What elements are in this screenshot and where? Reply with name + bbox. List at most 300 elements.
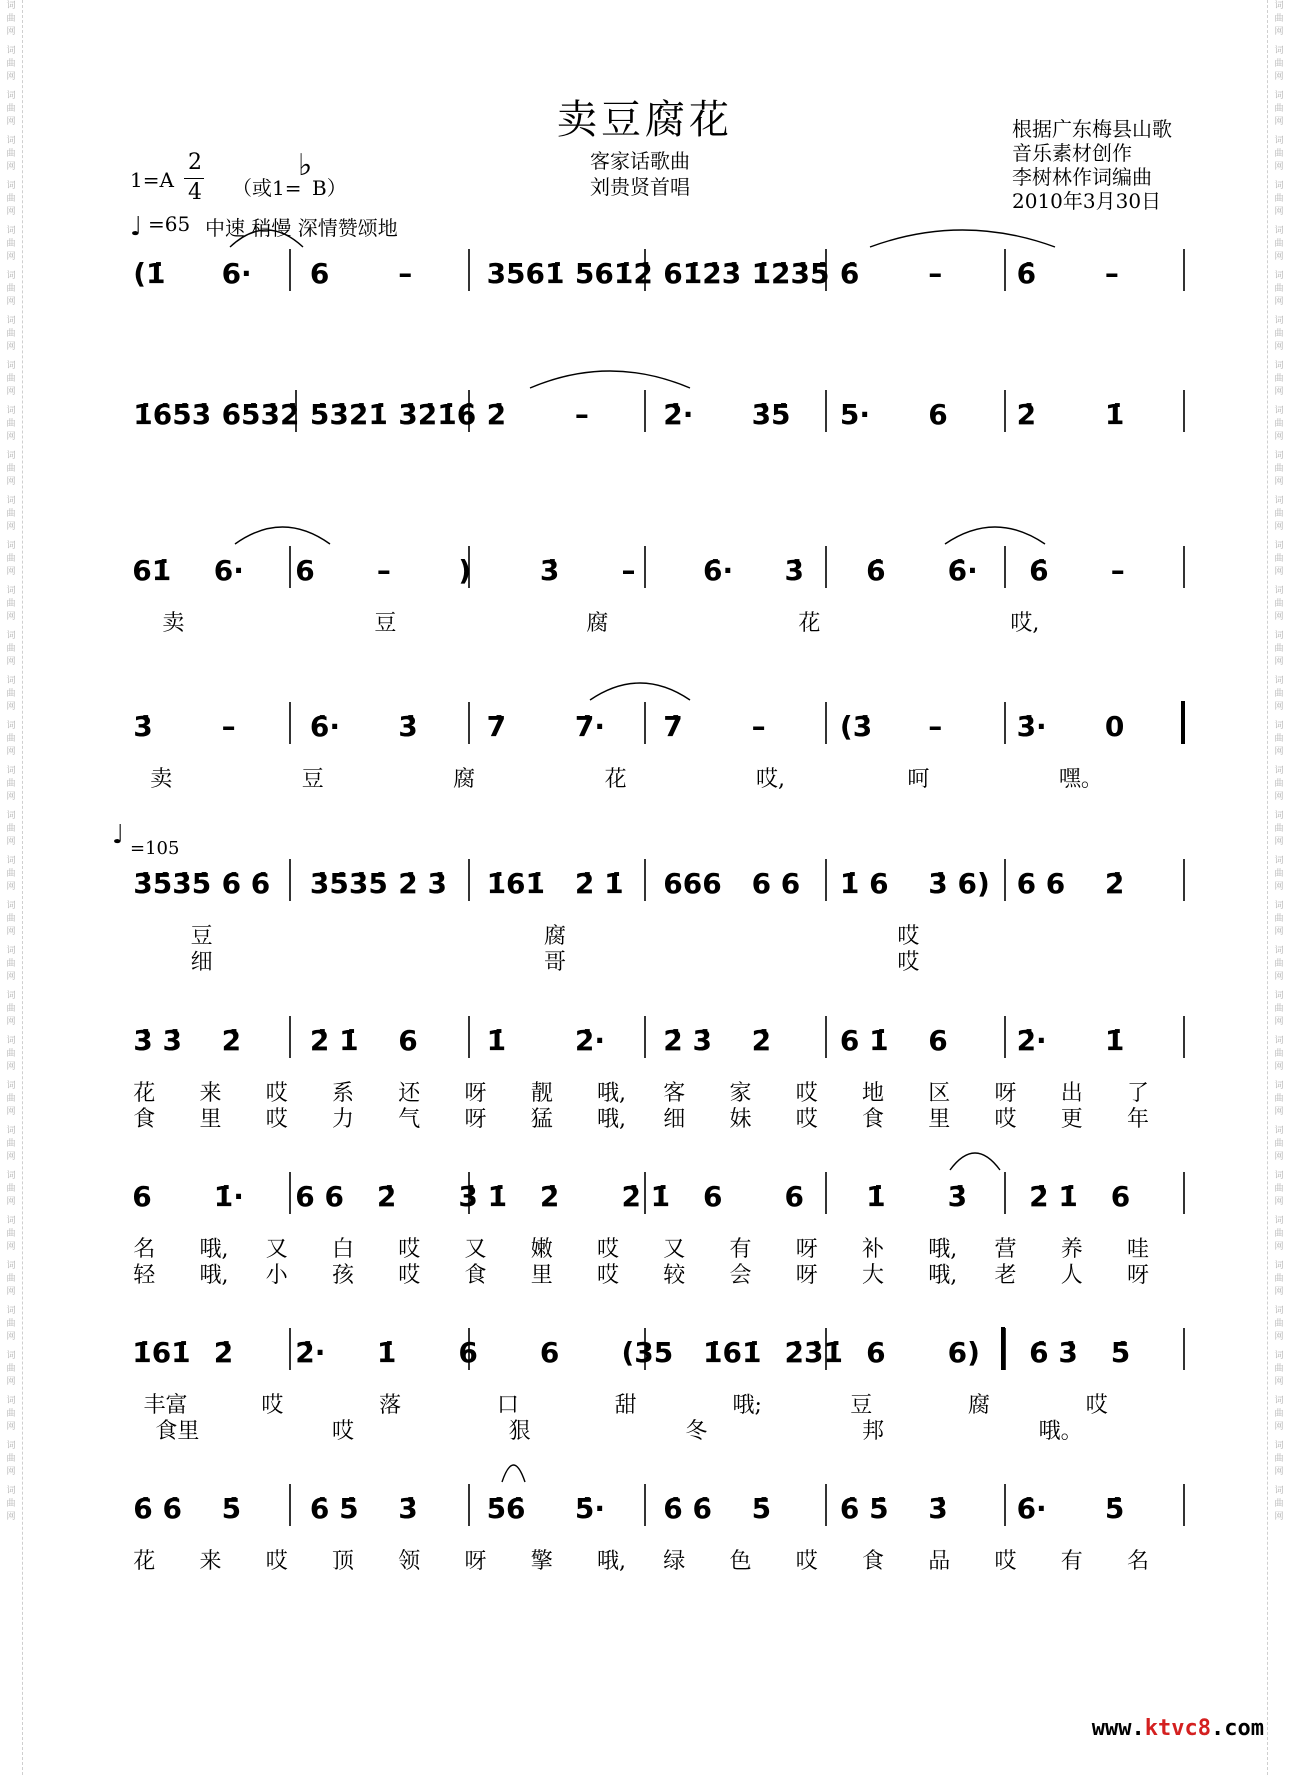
lyric-syllable: 哎 xyxy=(795,1081,818,1106)
time-signature-top: 2 xyxy=(188,150,202,175)
lyric-syllable: 哎 xyxy=(1085,1393,1108,1418)
lyric-syllable: 哎 xyxy=(261,1393,284,1418)
lyric-syllable: 食里 xyxy=(155,1419,200,1444)
lyric-syllable: 花 xyxy=(133,1081,156,1106)
side-watermark-text: 词 曲 网 xyxy=(1274,631,1284,667)
note-group: 3̇ 1̇ xyxy=(458,1180,508,1213)
tie-slur xyxy=(590,683,690,700)
side-watermark-text: 词 曲 网 xyxy=(1274,1216,1284,1252)
lyric-syllable: 呀 xyxy=(795,1237,818,1262)
site-watermark xyxy=(1092,1716,1264,1741)
note-group: 2̇ xyxy=(486,398,507,431)
lyric-syllable: 细 xyxy=(190,950,213,975)
side-watermark-text: 词 曲 网 xyxy=(1274,1171,1284,1207)
note-group: 7̇ xyxy=(663,710,683,743)
lyric-syllable: 哎 xyxy=(398,1237,421,1262)
song-genre: 客家话歌曲 xyxy=(590,149,690,173)
note-group: 1̇ xyxy=(1104,1024,1125,1057)
lyric-syllable: 豆 xyxy=(190,924,213,949)
lyric-syllable: 又 xyxy=(464,1237,487,1262)
note-group: 6 xyxy=(784,1180,805,1213)
side-watermark-text: 词 曲 网 xyxy=(1274,1081,1284,1117)
side-watermark-text: 词 曲 网 xyxy=(1274,1306,1284,1342)
lyric-syllable: 哎, xyxy=(1010,611,1040,636)
lyric-syllable: 老 xyxy=(994,1263,1017,1288)
lyric-syllable: 哦, xyxy=(199,1263,229,1288)
side-watermark-text: 词 曲 网 xyxy=(1274,181,1284,217)
song-singer: 刘贵贤首唱 xyxy=(590,175,690,199)
side-watermark-text: 词 曲 网 xyxy=(6,1126,16,1162)
lyric-syllable: 色 xyxy=(729,1549,752,1574)
lyric-syllable: 顶 xyxy=(332,1549,355,1574)
song-title: 卖豆腐花 xyxy=(557,97,733,143)
side-watermark-text: 词 曲 网 xyxy=(1274,811,1284,847)
lyric-syllable: 哎 xyxy=(994,1107,1017,1132)
note-group: 6 xyxy=(539,1336,560,1369)
note-group: 6̇· xyxy=(1016,1492,1047,1525)
note-group: 2̇· xyxy=(1016,1024,1047,1057)
lyric-syllable: 更 xyxy=(1060,1107,1083,1132)
side-watermark-text: 词 曲 网 xyxy=(6,136,16,172)
lyric-syllable: 哎 xyxy=(265,1081,288,1106)
tie-slur xyxy=(502,1465,525,1482)
lyric-syllable: 呀 xyxy=(464,1081,487,1106)
lyric-syllable: 落 xyxy=(379,1393,402,1418)
note-group: 5̇6̇ xyxy=(486,1492,526,1525)
note-group: 6· xyxy=(213,554,244,587)
lyric-syllable: 小 xyxy=(265,1263,288,1288)
lyric-syllable: 养 xyxy=(1060,1237,1083,1262)
side-watermark-text: 词 曲 网 xyxy=(6,451,16,487)
note-group: 2̇ 1̇ xyxy=(1029,1180,1078,1213)
credit-line-4: 2010年3月30日 xyxy=(1012,189,1162,213)
side-watermark-text: 词 曲 网 xyxy=(6,1306,16,1342)
lyric-syllable: 哦, xyxy=(597,1081,626,1106)
note-group: 3̇5̇ xyxy=(751,398,791,431)
alt-key-close: B） xyxy=(312,176,347,200)
side-watermark-text: 词 曲 网 xyxy=(1274,991,1284,1027)
note-group: 6 xyxy=(703,1180,723,1213)
credit-line-1: 根据广东梅县山歌 xyxy=(1012,117,1172,141)
side-watermark-text: 词 曲 网 xyxy=(6,1,16,37)
side-watermark-text: 词 曲 网 xyxy=(6,226,16,262)
note-group: 3̇· xyxy=(1016,710,1047,743)
lyric-syllable: 有 xyxy=(729,1237,752,1262)
note-group: 2̇ xyxy=(376,1180,397,1213)
side-watermark-text: 词 曲 网 xyxy=(1274,136,1284,172)
note-group: 6̇ xyxy=(839,257,860,290)
lyric-syllable: 豆 xyxy=(374,611,397,636)
lyric-syllable: 呀 xyxy=(994,1081,1017,1106)
lyric-syllable: 名 xyxy=(1127,1549,1150,1574)
note-group: 666 xyxy=(663,867,722,900)
note-group: 3̇5̇3̇5̇ xyxy=(133,867,212,900)
note-group: – xyxy=(928,257,943,290)
side-watermark-text: 词 曲 网 xyxy=(6,91,16,127)
note-group: 5̇3̇2̇1̇ xyxy=(309,398,388,431)
lyric-syllable: 哎 xyxy=(994,1549,1017,1574)
lyric-syllable: 哎 xyxy=(795,1107,818,1132)
side-watermark-text: 词 曲 网 xyxy=(1274,721,1284,757)
side-watermark-text: 词 曲 网 xyxy=(6,856,16,892)
side-watermark-text: 词 曲 网 xyxy=(6,1081,16,1117)
lyric-syllable: 区 xyxy=(928,1081,951,1106)
note-group: 6̇ 3̇ xyxy=(1029,1336,1078,1369)
lyric-syllable: 来 xyxy=(199,1549,222,1574)
note-group: 5̇ xyxy=(1110,1336,1131,1369)
side-watermark-text: 词 曲 网 xyxy=(6,676,16,712)
lyric-syllable: 孩 xyxy=(332,1263,355,1288)
side-watermark-text: 词 曲 网 xyxy=(1274,271,1284,307)
side-watermark-text: 词 曲 网 xyxy=(6,946,16,982)
side-watermark-text: 词 曲 网 xyxy=(6,316,16,352)
note-group: 6 xyxy=(398,1024,418,1057)
side-watermark-text: 词 曲 网 xyxy=(1274,1351,1284,1387)
side-watermark-text: 词 曲 网 xyxy=(6,1216,16,1252)
lyric-syllable: 腐 xyxy=(544,924,567,949)
lyric-syllable: 大 xyxy=(862,1263,885,1288)
note-group: 6 6 xyxy=(1016,867,1066,900)
note-group: 5̇ xyxy=(221,1492,242,1525)
lyric-syllable: 地 xyxy=(862,1081,885,1106)
tie-slur xyxy=(235,527,330,544)
note-group: 6 xyxy=(132,1180,152,1213)
lyric-syllable: 卖 xyxy=(150,767,173,792)
note-group: 1̇61̇ xyxy=(486,867,546,900)
lyric-syllable: 花 xyxy=(798,611,821,636)
note-group: ) xyxy=(458,554,472,587)
lyric-syllable: 营 xyxy=(994,1237,1017,1262)
note-group: (1̇ xyxy=(133,257,166,290)
side-watermark-text: 词 曲 网 xyxy=(6,496,16,532)
tie-slur xyxy=(950,1153,1000,1170)
lyric-syllable: 狠 xyxy=(508,1419,531,1444)
side-watermark-text: 词 曲 网 xyxy=(1274,226,1284,262)
lyric-syllable: 猛 xyxy=(530,1107,553,1132)
lyric-syllable: 了 xyxy=(1127,1081,1150,1106)
side-watermark-text: 词 曲 网 xyxy=(1274,361,1284,397)
watermark-suffix: .com xyxy=(1211,1716,1264,1741)
note-group: 2̇3̇1̇ xyxy=(784,1336,843,1369)
side-watermark-text: 词 曲 网 xyxy=(6,1171,16,1207)
note-group: 3̇ xyxy=(133,710,153,743)
note-group: 1̇ 6 xyxy=(839,867,889,900)
note-group: 6̇· xyxy=(703,554,734,587)
side-watermark-text: 词 曲 网 xyxy=(6,901,16,937)
side-watermark-text: 词 曲 网 xyxy=(1274,1126,1284,1162)
lyric-syllable: 细 xyxy=(663,1107,686,1132)
lyric-syllable: 食 xyxy=(464,1263,487,1288)
note-group: 5̇ xyxy=(1104,1492,1125,1525)
lyric-syllable: 哎 xyxy=(897,950,920,975)
note-group: 2̇ xyxy=(221,1024,242,1057)
lyric-syllable: 豆 xyxy=(850,1393,873,1418)
note-group: 3̇ 6) xyxy=(928,867,990,900)
note-group: 1̇ xyxy=(376,1336,397,1369)
note-group: 1̇61̇ xyxy=(132,1336,191,1369)
lyric-syllable: 又 xyxy=(663,1237,686,1262)
side-watermark-text: 词 曲 网 xyxy=(6,46,16,82)
note-group: 6 xyxy=(1110,1180,1131,1213)
lyric-syllable: 哎 xyxy=(265,1107,288,1132)
note-group: – xyxy=(574,398,589,431)
lyric-syllable: 腐 xyxy=(968,1393,991,1418)
side-watermark-text: 词 曲 网 xyxy=(6,406,16,442)
note-group: 2̇· xyxy=(574,1024,606,1057)
note-group: 6 xyxy=(928,398,948,431)
note-group: 6̇5̇3̇2̇ xyxy=(221,398,300,431)
lyric-syllable: 妹 xyxy=(729,1107,752,1132)
note-group: 2̇ xyxy=(751,1024,772,1057)
note-group: 7̇· xyxy=(574,710,606,743)
note-group: 6 xyxy=(928,1024,948,1057)
quarter-note-icon: ♩ xyxy=(112,820,125,850)
note-group: – xyxy=(1110,554,1125,587)
lyric-syllable: 哦; xyxy=(732,1393,762,1418)
note-group: 3̇5̇3̇5̇ xyxy=(309,867,388,900)
lyric-syllable: 又 xyxy=(265,1237,288,1262)
side-watermark-text: 词 曲 网 xyxy=(1274,856,1284,892)
note-group: 1̇2̇3̇5̇ xyxy=(751,257,830,290)
lyric-syllable: 腐 xyxy=(453,767,476,792)
note-group: – xyxy=(398,257,413,290)
note-group: 3̇ xyxy=(398,1492,418,1525)
side-watermark-text: 词 曲 网 xyxy=(1274,676,1284,712)
side-watermark-text: 词 曲 网 xyxy=(1274,1396,1284,1432)
note-group: 3̇2̇1̇6̇ xyxy=(398,398,477,431)
tempo-2-value: =105 xyxy=(130,838,180,859)
note-group: 6̇· xyxy=(309,710,341,743)
note-group: 1̇ xyxy=(866,1180,886,1213)
lyric-syllable: 哥 xyxy=(544,950,567,975)
lyric-syllable: 甜 xyxy=(614,1393,637,1418)
note-group: 3̇ xyxy=(398,710,418,743)
lyric-syllable: 哦。 xyxy=(1038,1419,1083,1444)
lyric-syllable: 年 xyxy=(1127,1107,1150,1132)
lyric-syllable: 擎 xyxy=(530,1549,553,1574)
lyric-syllable: 系 xyxy=(332,1081,355,1106)
side-watermark-text: 词 曲 网 xyxy=(6,541,16,577)
lyric-syllable: 气 xyxy=(398,1107,421,1132)
lyric-syllable: 来 xyxy=(199,1081,222,1106)
side-watermark-text: 词 曲 网 xyxy=(1274,946,1284,982)
side-watermark-text: 词 曲 网 xyxy=(1274,766,1284,802)
lyric-syllable: 嫩 xyxy=(530,1237,553,1262)
watermark-prefix: www. xyxy=(1091,1716,1145,1741)
lyric-syllable: 还 xyxy=(398,1081,421,1106)
note-group: 2̇ xyxy=(539,1180,560,1213)
note-group: 5· xyxy=(839,398,871,431)
lyric-syllable: 有 xyxy=(1060,1549,1083,1574)
lyric-syllable: 呀 xyxy=(464,1549,487,1574)
side-watermark-text: 词 曲 网 xyxy=(6,1261,16,1297)
lyric-syllable: 呀 xyxy=(1127,1263,1150,1288)
lyric-syllable: 领 xyxy=(398,1549,421,1574)
lyric-syllable: 哦, xyxy=(597,1107,626,1132)
note-group: (35 xyxy=(621,1336,674,1369)
note-group: 0 xyxy=(1104,710,1125,743)
side-watermark-text: 词 曲 网 xyxy=(1274,496,1284,532)
note-group: 7̇ xyxy=(486,710,507,743)
note-group: 6 1̇ xyxy=(839,1024,889,1057)
note-group: 2̇ xyxy=(213,1336,234,1369)
quarter-note-icon: ♩ xyxy=(130,212,143,242)
tempo-1-desc: 中速 稍慢 深情赞颂地 xyxy=(205,216,398,240)
side-watermark-text: 词 曲 网 xyxy=(6,586,16,622)
note-group: 6̇ xyxy=(866,554,886,587)
lyric-syllable: 食 xyxy=(862,1549,885,1574)
side-watermark-text: 词 曲 网 xyxy=(6,766,16,802)
lyric-syllable: 哎 xyxy=(597,1263,620,1288)
lyric-syllable: 哇 xyxy=(1127,1237,1150,1262)
note-group: 1̇ xyxy=(486,1024,507,1057)
watermark-brand: ktvc8 xyxy=(1144,1716,1212,1741)
side-watermark-text: 词 曲 网 xyxy=(6,1036,16,1072)
note-group: 561̇2̇ xyxy=(574,257,653,290)
note-group: 3561̇ xyxy=(486,257,565,290)
lyric-syllable: 哎 xyxy=(332,1419,355,1444)
side-watermark-text: 词 曲 网 xyxy=(1274,316,1284,352)
tie-slur xyxy=(230,230,303,247)
lyric-syllable: 呵 xyxy=(907,767,930,792)
side-watermark-text: 词 曲 网 xyxy=(1274,541,1284,577)
lyric-syllable: 口 xyxy=(496,1393,519,1418)
note-group: 6) xyxy=(947,1336,980,1369)
side-watermark-text: 词 曲 网 xyxy=(1274,1486,1284,1522)
time-signature-bottom: 4 xyxy=(188,180,202,205)
note-group: 6̇ xyxy=(1016,257,1037,290)
tie-slur xyxy=(945,527,1045,544)
lyric-syllable: 丰富 xyxy=(143,1393,188,1418)
tie-slur xyxy=(530,371,690,388)
side-watermark-text: 词 曲 网 xyxy=(1274,1441,1284,1477)
note-group: 6 xyxy=(295,554,315,587)
note-group: (3̇ xyxy=(839,710,873,743)
note-group: – xyxy=(1104,257,1119,290)
alt-key-open: （或1= xyxy=(232,176,302,200)
side-watermark-text: 词 曲 网 xyxy=(6,631,16,667)
note-group: 2̇ xyxy=(1104,867,1125,900)
note-group: 2̇ xyxy=(1016,398,1037,431)
lyric-syllable: 哎 xyxy=(795,1549,818,1574)
side-watermark-text: 词 曲 网 xyxy=(1274,1,1284,37)
lyric-syllable: 力 xyxy=(332,1107,355,1132)
note-group: 61̇ xyxy=(132,554,172,587)
note-group: 2̇ 1̇ xyxy=(574,867,624,900)
note-group: – xyxy=(221,710,236,743)
side-watermark-text: 词 曲 网 xyxy=(6,181,16,217)
lyric-syllable: 里 xyxy=(530,1263,553,1288)
note-group: 6 6 xyxy=(295,1180,345,1213)
lyric-syllable: 哦, xyxy=(928,1237,958,1262)
note-group: 1̇· xyxy=(213,1180,244,1213)
lyric-syllable: 靓 xyxy=(530,1081,553,1106)
lyric-syllable: 较 xyxy=(663,1263,686,1288)
note-group: 6̇ 5̇ xyxy=(309,1492,359,1525)
side-watermark-text: 词 曲 网 xyxy=(6,811,16,847)
lyric-syllable: 轻 xyxy=(133,1263,156,1288)
side-watermark-text: 词 曲 网 xyxy=(1274,91,1284,127)
note-group: 6̇ 6̇ xyxy=(663,1492,712,1525)
note-group: 2̇· xyxy=(295,1336,326,1369)
side-watermark-text: 词 曲 网 xyxy=(6,361,16,397)
lyric-syllable: 会 xyxy=(729,1263,752,1288)
note-group: 1̇61̇ xyxy=(703,1336,762,1369)
side-watermark-text: 词 曲 网 xyxy=(6,1396,16,1432)
lyric-syllable: 出 xyxy=(1060,1081,1083,1106)
note-group: 6 xyxy=(458,1336,478,1369)
lyric-syllable: 哎 xyxy=(597,1237,620,1262)
side-watermark-text: 词 曲 网 xyxy=(6,1351,16,1387)
lyric-syllable: 白 xyxy=(332,1237,355,1262)
lyric-syllable: 呀 xyxy=(464,1107,487,1132)
note-group: 6 xyxy=(866,1336,886,1369)
lyric-syllable: 哎 xyxy=(265,1549,288,1574)
lyric-syllable: 家 xyxy=(729,1081,752,1106)
side-watermark-text: 词 曲 网 xyxy=(6,1486,16,1522)
note-group: – xyxy=(376,554,391,587)
lyric-syllable: 绿 xyxy=(663,1549,686,1574)
lyric-syllable: 里 xyxy=(199,1107,222,1132)
lyric-syllable: 哦, xyxy=(928,1263,958,1288)
note-group: 2̇ 1̇ xyxy=(621,1180,671,1213)
credit-line-2: 音乐素材创作 xyxy=(1012,141,1132,165)
note-group: – xyxy=(751,710,766,743)
side-watermark-text: 词 曲 网 xyxy=(1274,406,1284,442)
lyric-syllable: 花 xyxy=(604,767,627,792)
lyric-syllable: 邦 xyxy=(862,1419,885,1444)
note-group: – xyxy=(621,554,636,587)
note-group: 3̇ xyxy=(539,554,560,587)
lyric-syllable: 品 xyxy=(928,1549,951,1574)
note-group: 6 6 xyxy=(751,867,801,900)
key-signature: 1=A xyxy=(130,168,174,192)
lyric-syllable: 食 xyxy=(862,1107,885,1132)
flat-sign: ♭ xyxy=(298,148,313,183)
side-watermark-text: 词 曲 网 xyxy=(6,721,16,757)
side-watermark-text: 词 曲 网 xyxy=(1274,1261,1284,1297)
lyric-syllable: 里 xyxy=(928,1107,951,1132)
lyric-syllable: 花 xyxy=(133,1549,156,1574)
note-group: 6· xyxy=(221,257,252,290)
note-group: 1̇6̇5̇3̇ xyxy=(133,398,212,431)
lyric-syllable: 卖 xyxy=(162,611,185,636)
note-group: 6̇ xyxy=(1029,554,1049,587)
lyric-syllable: 嘿。 xyxy=(1058,767,1103,792)
note-group: 61̇2̇3̇ xyxy=(663,257,742,290)
note-group: 6 xyxy=(309,257,330,290)
side-watermark-text: 词 曲 网 xyxy=(6,1441,16,1477)
lyric-syllable: 客 xyxy=(663,1081,686,1106)
side-watermark-text: 词 曲 网 xyxy=(1274,901,1284,937)
credit-line-3: 李树林作词编曲 xyxy=(1012,165,1152,189)
lyric-syllable: 呀 xyxy=(795,1263,818,1288)
lyric-syllable: 哦, xyxy=(199,1237,229,1262)
lyric-syllable: 哎 xyxy=(398,1263,421,1288)
side-watermark-text: 词 曲 网 xyxy=(1274,451,1284,487)
tie-slur xyxy=(870,230,1055,247)
lyric-syllable: 补 xyxy=(862,1237,885,1262)
note-group: 2̇ 3̇ xyxy=(398,867,447,900)
note-group: 5̇· xyxy=(574,1492,606,1525)
note-group: – xyxy=(928,710,943,743)
note-group: 5̇ xyxy=(751,1492,772,1525)
tempo-1-value: =65 xyxy=(148,212,191,236)
note-group: 3̇ xyxy=(947,1180,968,1213)
side-watermark-text: 词 曲 网 xyxy=(1274,46,1284,82)
note-group: 3̇ xyxy=(784,554,805,587)
note-group: 6̇ 6̇ xyxy=(221,867,271,900)
